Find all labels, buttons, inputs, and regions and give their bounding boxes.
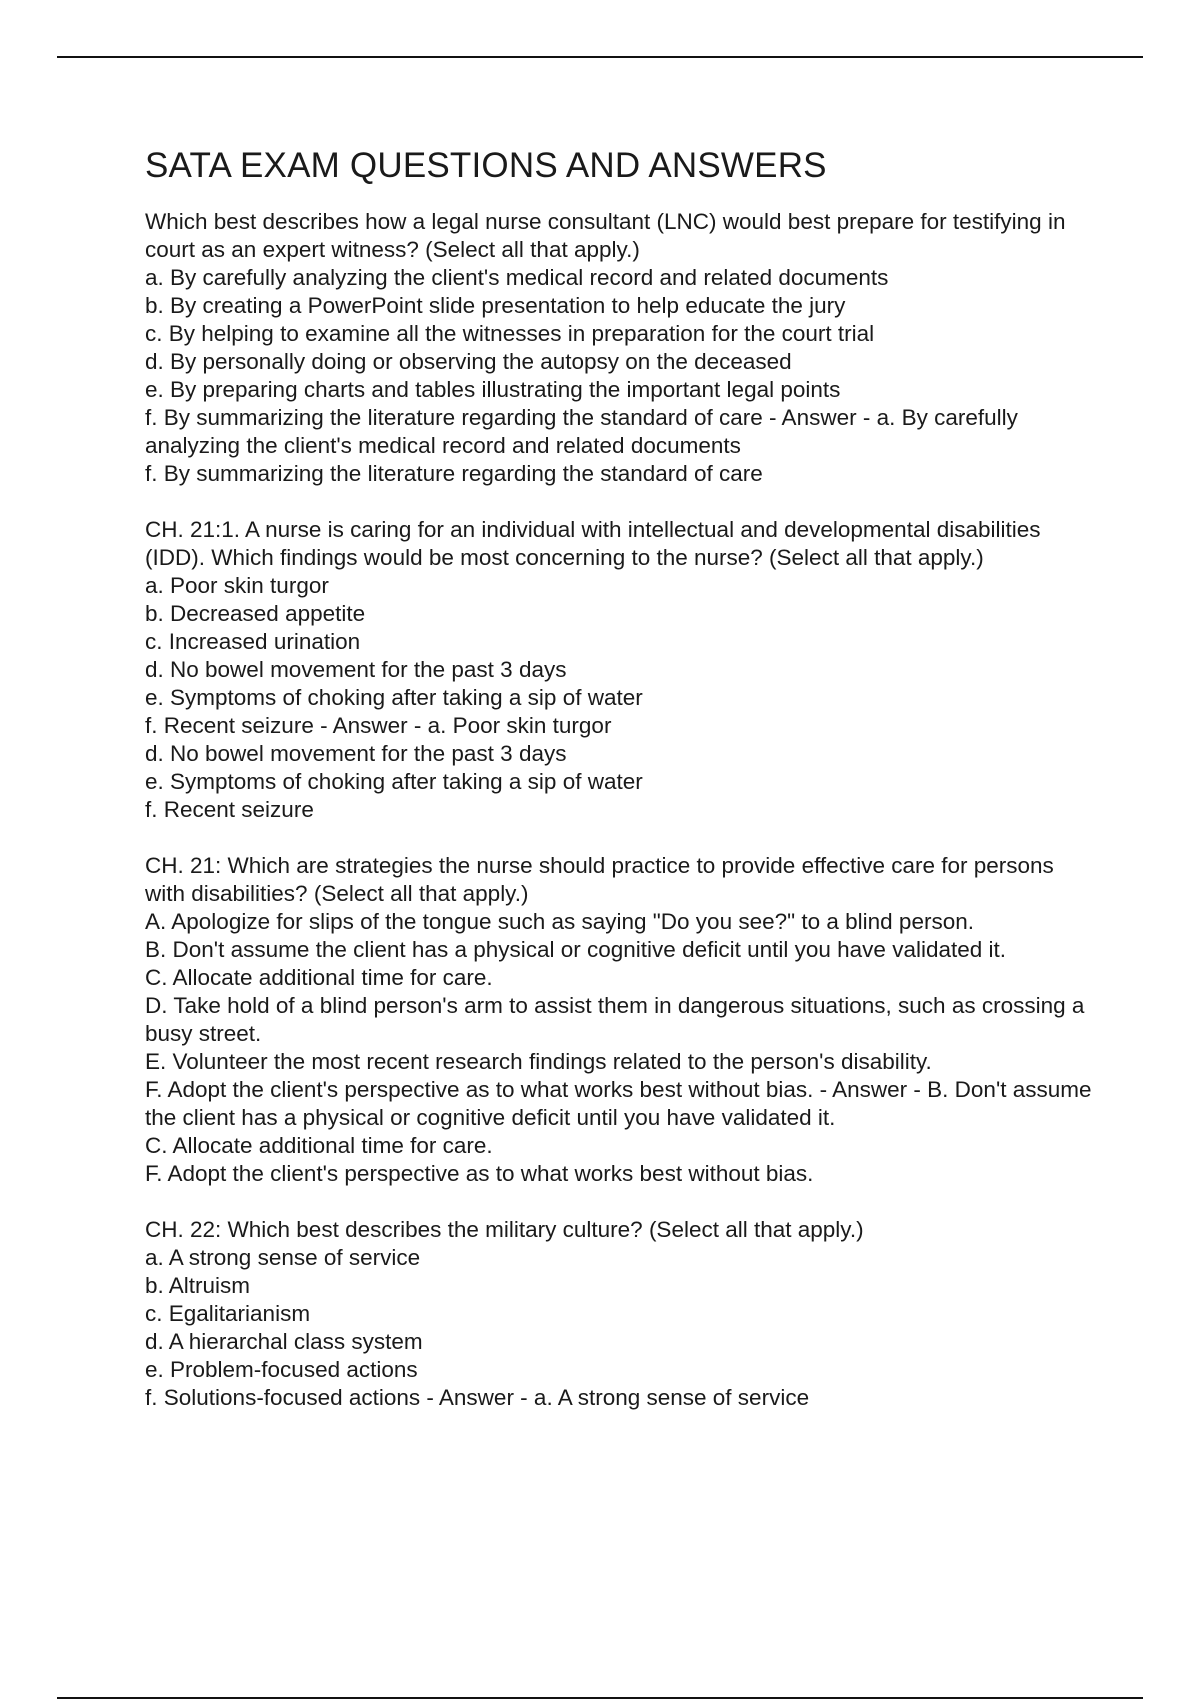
top-divider	[57, 56, 1143, 58]
question-3-option-d: D. Take hold of a blind person's arm to assist them in dangerous situations, such as crossing a busy street.	[145, 993, 1085, 1046]
question-3-answer-line: F. Adopt the client's perspective as to what works best without bias.	[145, 1161, 814, 1186]
question-4-stem: CH. 22: Which best describes the military culture? (Select all that apply.)	[145, 1217, 864, 1242]
question-3-option-f-answer: F. Adopt the client's perspective as to what works best without bias. - Answer - B. Don't assume the client has a physical or cognitive deficit until you have validated it.	[145, 1077, 1092, 1130]
question-2-option-a: a. Poor skin turgor	[145, 573, 329, 598]
question-2-option-b: b. Decreased appetite	[145, 601, 366, 626]
question-2-answer-line: d. No bowel movement for the past 3 days	[145, 741, 567, 766]
question-4-option-a: a. A strong sense of service	[145, 1245, 421, 1270]
document-body	[145, 144, 1095, 1440]
question-block-2	[145, 516, 1095, 824]
question-1-option-a: a. By carefully analyzing the client's medical record and related documents	[145, 265, 889, 290]
question-4-option-b: b. Altruism	[145, 1273, 251, 1298]
question-1-option-c: c. By helping to examine all the witnesses in preparation for the court trial	[145, 321, 875, 346]
question-3-option-b: B. Don't assume the client has a physical or cognitive deficit until you have validated it.	[145, 937, 1007, 962]
question-4-option-e: e. Problem-focused actions	[145, 1357, 418, 1382]
question-2-option-c: c. Increased urination	[145, 629, 361, 654]
question-2-option-f-answer: f. Recent seizure - Answer - a. Poor skin turgor	[145, 713, 612, 738]
question-2-stem: CH. 21:1. A nurse is caring for an individual with intellectual and developmental disabilities (IDD). Which findings would be most concerning to the nurse? (Select all that apply.)	[145, 517, 1041, 570]
question-3-option-c: C. Allocate additional time for care.	[145, 965, 493, 990]
question-3-option-e: E. Volunteer the most recent research findings related to the person's disability.	[145, 1049, 932, 1074]
question-1-option-e: e. By preparing charts and tables illustrating the important legal points	[145, 377, 841, 402]
question-block-4	[145, 1216, 1095, 1412]
question-3-stem: CH. 21: Which are strategies the nurse should practice to provide effective care for persons with disabilities? (Select all that apply.)	[145, 853, 1054, 906]
question-3-option-a: A. Apologize for slips of the tongue such as saying "Do you see?" to a blind person.	[145, 909, 974, 934]
question-2-option-d: d. No bowel movement for the past 3 days	[145, 657, 567, 682]
page-title: SATA EXAM QUESTIONS AND ANSWERS	[145, 146, 827, 185]
question-1-stem: Which best describes how a legal nurse consultant (LNC) would best prepare for testifying in court as an expert witness? (Select all that apply.)	[145, 209, 1066, 262]
question-1-option-f-answer: f. By summarizing the literature regarding the standard of care - Answer - a. By carefully analyzing the client's medical record and related documents	[145, 405, 1018, 458]
question-block-1	[145, 208, 1095, 488]
question-1-option-b: b. By creating a PowerPoint slide presentation to help educate the jury	[145, 293, 846, 318]
question-block-3	[145, 852, 1095, 1188]
question-4-option-c: c. Egalitarianism	[145, 1301, 311, 1326]
question-3-answer-line: C. Allocate additional time for care.	[145, 1133, 493, 1158]
question-2-answer-line: f. Recent seizure	[145, 797, 314, 822]
bottom-divider	[57, 1697, 1143, 1699]
question-4-option-f-answer: f. Solutions-focused actions - Answer - a. A strong sense of service	[145, 1385, 810, 1410]
question-1-answer-line: f. By summarizing the literature regarding the standard of care	[145, 461, 763, 486]
question-4-option-d: d. A hierarchal class system	[145, 1329, 423, 1354]
question-1-option-d: d. By personally doing or observing the autopsy on the deceased	[145, 349, 792, 374]
question-2-option-e: e. Symptoms of choking after taking a sip of water	[145, 685, 643, 710]
question-2-answer-line: e. Symptoms of choking after taking a sip of water	[145, 769, 643, 794]
